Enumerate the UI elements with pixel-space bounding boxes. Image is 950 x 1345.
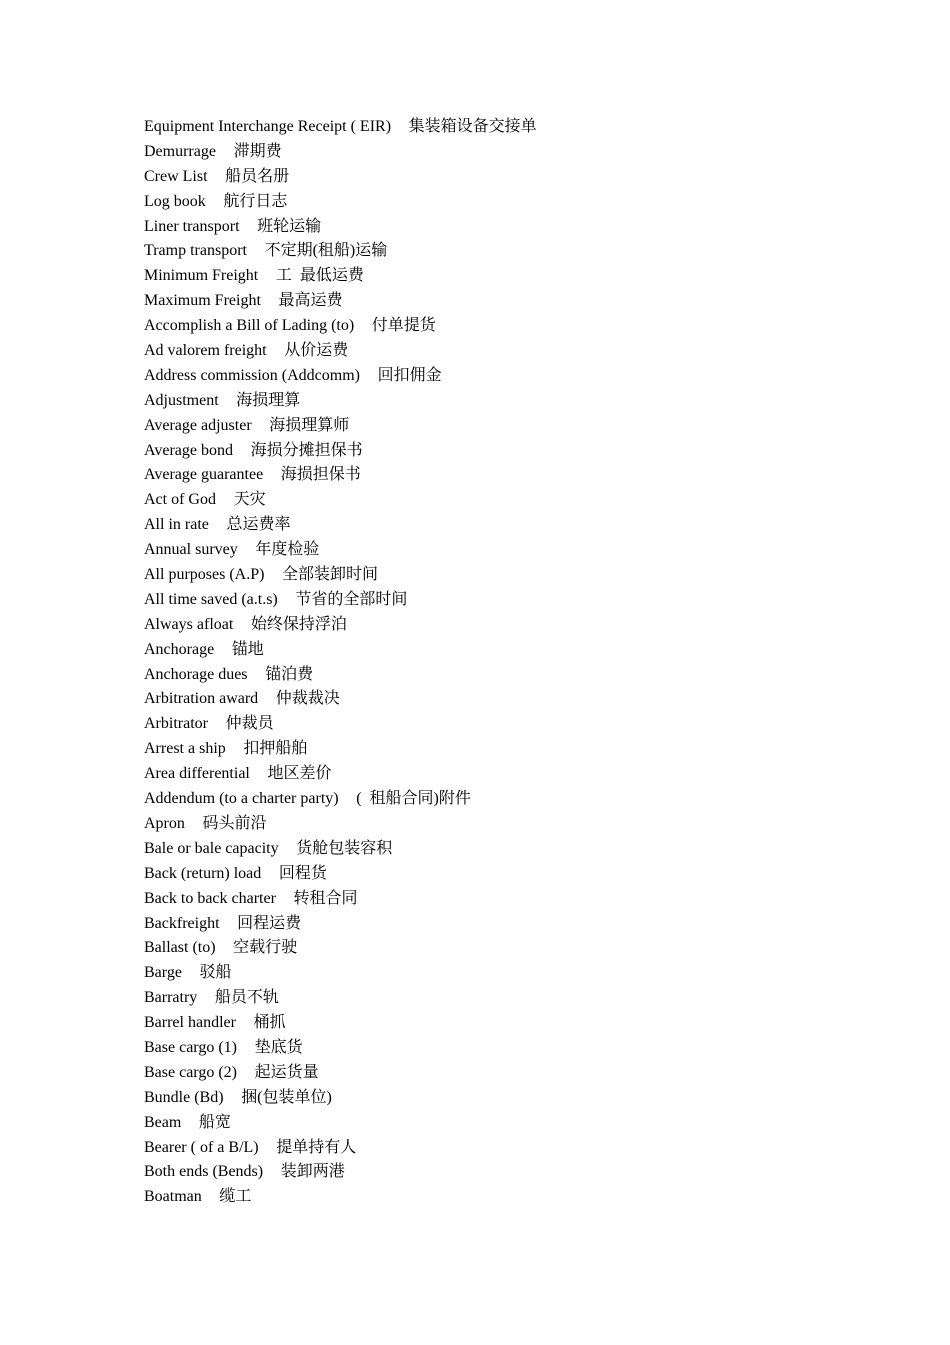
entry-term: All purposes (A.P) xyxy=(144,566,265,584)
entry-term: Liner transport xyxy=(144,217,240,235)
glossary-entry xyxy=(144,488,537,513)
glossary-entry xyxy=(144,538,537,563)
entry-translation: 码头前沿 xyxy=(202,814,267,832)
glossary-entry xyxy=(144,787,537,812)
entry-term: Ballast (to) xyxy=(144,939,216,957)
entry-term: Average bond xyxy=(144,441,233,459)
glossary-entry xyxy=(144,588,537,613)
glossary-entry xyxy=(144,613,537,638)
glossary-entry xyxy=(144,389,537,414)
glossary-list xyxy=(144,115,537,1210)
glossary-entry xyxy=(144,289,537,314)
glossary-entry xyxy=(144,887,537,912)
entry-translation: 天灾 xyxy=(233,491,266,509)
glossary-entry xyxy=(144,762,537,787)
entry-translation: 仲裁员 xyxy=(225,715,274,733)
glossary-entry xyxy=(144,563,537,588)
entry-term: Bundle (Bd) xyxy=(144,1088,224,1106)
entry-translation: 节省的全部时间 xyxy=(295,590,408,608)
entry-translation: 不定期(租船)运输 xyxy=(264,242,388,260)
glossary-entry xyxy=(144,215,537,240)
entry-term: Arrest a ship xyxy=(144,740,226,758)
entry-translation: 起运货量 xyxy=(254,1063,319,1081)
glossary-entry xyxy=(144,414,537,439)
entry-term: Base cargo (1) xyxy=(144,1038,237,1056)
entry-term: Tramp transport xyxy=(144,242,247,260)
entry-translation: 工 最低运费 xyxy=(275,267,364,285)
glossary-entry xyxy=(144,1160,537,1185)
entry-translation: 年度检验 xyxy=(255,541,320,559)
entry-term: Arbitrator xyxy=(144,715,208,733)
glossary-entry xyxy=(144,165,537,190)
entry-translation: 锚地 xyxy=(231,640,264,658)
entry-term: Adjustment xyxy=(144,391,219,409)
glossary-entry xyxy=(144,837,537,862)
glossary-entry xyxy=(144,961,537,986)
entry-translation: 船员名册 xyxy=(225,167,290,185)
entry-translation: 付单提货 xyxy=(371,317,436,335)
glossary-entry xyxy=(144,1061,537,1086)
entry-term: Arbitration award xyxy=(144,690,259,708)
entry-term: Back (return) load xyxy=(144,864,262,882)
entry-translation: 最高运费 xyxy=(278,292,343,310)
entry-term: Anchorage dues xyxy=(144,665,248,683)
entry-translation: 始终保持浮泊 xyxy=(250,615,347,633)
glossary-entry xyxy=(144,638,537,663)
entry-translation: ( 租船合同)附件 xyxy=(356,790,471,808)
entry-translation: 空载行驶 xyxy=(233,939,298,957)
entry-term: Demurrage xyxy=(144,142,216,160)
entry-term: Crew List xyxy=(144,167,208,185)
entry-term: Log book xyxy=(144,192,206,210)
glossary-entry xyxy=(144,239,537,264)
glossary-entry xyxy=(144,1086,537,1111)
glossary-entry xyxy=(144,986,537,1011)
entry-term: Accomplish a Bill of Lading (to) xyxy=(144,317,355,335)
entry-term: Back to back charter xyxy=(144,889,276,907)
entry-translation: 仲裁裁决 xyxy=(275,690,340,708)
glossary-entry xyxy=(144,314,537,339)
entry-translation: 船宽 xyxy=(198,1113,231,1131)
entry-translation: 回程货 xyxy=(278,864,327,882)
glossary-entry xyxy=(144,1036,537,1061)
entry-term: Average guarantee xyxy=(144,466,264,484)
entry-translation: 回程运费 xyxy=(237,914,302,932)
entry-translation: 全部装卸时间 xyxy=(282,566,379,584)
glossary-entry xyxy=(144,936,537,961)
glossary-entry xyxy=(144,1136,537,1161)
entry-translation: 转租合同 xyxy=(293,889,358,907)
entry-term: Maximum Freight xyxy=(144,292,261,310)
glossary-entry xyxy=(144,1185,537,1210)
entry-translation: 海损理算 xyxy=(236,391,301,409)
entry-translation: 滞期费 xyxy=(233,142,282,160)
glossary-entry xyxy=(144,264,537,289)
glossary-entry xyxy=(144,737,537,762)
entry-term: Addendum (to a charter party) xyxy=(144,790,339,808)
entry-translation: 货舱包装容积 xyxy=(296,839,393,857)
glossary-entry xyxy=(144,862,537,887)
glossary-entry xyxy=(144,513,537,538)
entry-term: Equipment Interchange Receipt ( EIR) xyxy=(144,118,392,135)
entry-translation: 锚泊费 xyxy=(265,665,314,683)
entry-translation: 集装箱设备交接单 xyxy=(408,118,537,135)
glossary-entry xyxy=(144,812,537,837)
entry-term: Address commission (Addcomm) xyxy=(144,366,360,384)
glossary-entry xyxy=(144,663,537,688)
entry-translation: 总运费率 xyxy=(226,516,291,534)
entry-translation: 回扣佣金 xyxy=(377,366,442,384)
entry-term: Ad valorem freight xyxy=(144,342,267,360)
entry-term: All in rate xyxy=(144,516,209,534)
entry-term: Anchorage xyxy=(144,640,215,658)
entry-translation: 缆工 xyxy=(219,1188,252,1206)
entry-term: Act of God xyxy=(144,491,216,509)
entry-term: Bale or bale capacity xyxy=(144,839,279,857)
glossary-entry xyxy=(144,115,537,140)
glossary-entry xyxy=(144,687,537,712)
entry-term: Annual survey xyxy=(144,541,238,559)
entry-translation: 地区差价 xyxy=(267,765,332,783)
glossary-entry xyxy=(144,439,537,464)
entry-translation: 装卸两港 xyxy=(280,1163,345,1181)
glossary-entry xyxy=(144,463,537,488)
entry-translation: 海损担保书 xyxy=(280,466,361,484)
entry-translation: 船员不轨 xyxy=(214,989,279,1007)
glossary-entry xyxy=(144,339,537,364)
entry-term: Apron xyxy=(144,814,185,832)
entry-translation: 从价运费 xyxy=(284,342,349,360)
glossary-entry xyxy=(144,190,537,215)
entry-term: Area differential xyxy=(144,765,250,783)
entry-term: Base cargo (2) xyxy=(144,1063,237,1081)
entry-term: Backfreight xyxy=(144,914,220,932)
entry-term: Average adjuster xyxy=(144,416,252,434)
glossary-entry xyxy=(144,1111,537,1136)
glossary-entry xyxy=(144,364,537,389)
glossary-entry xyxy=(144,1011,537,1036)
glossary-entry xyxy=(144,912,537,937)
entry-translation: 垫底货 xyxy=(254,1038,303,1056)
entry-translation: 航行日志 xyxy=(223,192,288,210)
entry-translation: 桶抓 xyxy=(253,1014,286,1032)
entry-term: Bearer ( of a B/L) xyxy=(144,1138,259,1156)
entry-term: All time saved (a.t.s) xyxy=(144,590,278,608)
entry-translation: 班轮运输 xyxy=(257,217,322,235)
entry-translation: 捆(包装单位) xyxy=(241,1088,332,1106)
glossary-entry xyxy=(144,712,537,737)
entry-term: Minimum Freight xyxy=(144,267,259,285)
entry-translation: 提单持有人 xyxy=(276,1138,357,1156)
entry-term: Barratry xyxy=(144,989,198,1007)
entry-term: Barrel handler xyxy=(144,1014,236,1032)
entry-translation: 扣押船舶 xyxy=(243,740,308,758)
entry-term: Both ends (Bends) xyxy=(144,1163,264,1181)
entry-translation: 驳船 xyxy=(199,964,232,982)
entry-term: Beam xyxy=(144,1113,182,1131)
entry-term: Always afloat xyxy=(144,615,234,633)
entry-translation: 海损理算师 xyxy=(269,416,350,434)
entry-term: Barge xyxy=(144,964,182,982)
entry-translation: 海损分摊担保书 xyxy=(250,441,363,459)
glossary-entry xyxy=(144,140,537,165)
entry-term: Boatman xyxy=(144,1188,202,1206)
